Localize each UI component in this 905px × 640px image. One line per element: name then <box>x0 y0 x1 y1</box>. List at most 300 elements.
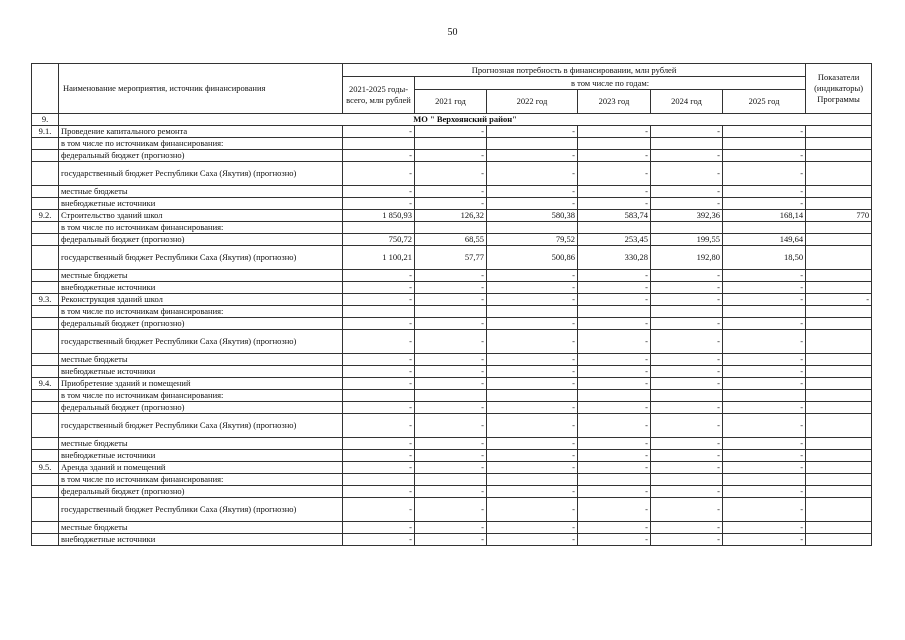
indicator-cell <box>806 438 872 450</box>
header-year: 2024 год <box>651 90 723 114</box>
header-year: 2025 год <box>723 90 806 114</box>
value-cell: - <box>415 522 487 534</box>
value-cell <box>415 474 487 486</box>
header-num <box>32 64 59 114</box>
row-label: Реконструкция зданий школ <box>59 294 343 306</box>
value-cell: - <box>651 486 723 498</box>
value-cell: - <box>651 150 723 162</box>
value-cell: 580,38 <box>487 210 578 222</box>
value-cell: - <box>487 414 578 438</box>
value-cell: 199,55 <box>651 234 723 246</box>
value-cell: - <box>343 198 415 210</box>
value-cell: - <box>723 522 806 534</box>
value-cell: - <box>723 534 806 546</box>
table-row <box>32 414 872 438</box>
value-cell: - <box>651 438 723 450</box>
row-number <box>32 222 59 234</box>
value-cell: 192,80 <box>651 246 723 270</box>
table-row <box>32 186 872 198</box>
row-number <box>32 330 59 354</box>
table-row <box>32 318 872 330</box>
value-cell: - <box>343 486 415 498</box>
value-cell: - <box>651 354 723 366</box>
value-cell <box>343 306 415 318</box>
value-cell: - <box>651 498 723 522</box>
table-row <box>32 294 872 306</box>
header-forecast: Прогнозная потребность в финансировании, млн рублей <box>343 64 806 77</box>
value-cell: - <box>723 450 806 462</box>
value-cell: 57,77 <box>415 246 487 270</box>
value-cell <box>723 138 806 150</box>
value-cell: - <box>723 354 806 366</box>
value-cell: - <box>723 126 806 138</box>
table-row <box>32 282 872 294</box>
row-number <box>32 150 59 162</box>
value-cell: - <box>343 366 415 378</box>
row-label: местные бюджеты <box>59 270 343 282</box>
header-by-years: в том числе по годам: <box>415 77 806 90</box>
row-number: 9.5. <box>32 462 59 474</box>
table-row <box>32 462 872 474</box>
value-cell: - <box>415 162 487 186</box>
value-cell: - <box>343 450 415 462</box>
value-cell: - <box>487 270 578 282</box>
row-label: Строительство зданий школ <box>59 210 343 222</box>
value-cell <box>723 222 806 234</box>
value-cell <box>487 390 578 402</box>
value-cell: - <box>723 486 806 498</box>
header-total: 2021-2025 годы- всего, млн рублей <box>343 77 415 114</box>
value-cell: - <box>723 162 806 186</box>
row-label: Аренда зданий и помещений <box>59 462 343 474</box>
value-cell <box>578 390 651 402</box>
value-cell: - <box>578 450 651 462</box>
value-cell: - <box>578 438 651 450</box>
row-number <box>32 366 59 378</box>
value-cell <box>343 474 415 486</box>
row-number <box>32 522 59 534</box>
row-label: местные бюджеты <box>59 186 343 198</box>
value-cell: - <box>578 198 651 210</box>
value-cell: - <box>487 150 578 162</box>
value-cell: - <box>578 522 651 534</box>
value-cell: - <box>578 498 651 522</box>
value-cell: - <box>723 282 806 294</box>
value-cell: 253,45 <box>578 234 651 246</box>
row-number <box>32 486 59 498</box>
indicator-cell <box>806 402 872 414</box>
indicator-cell <box>806 306 872 318</box>
value-cell: - <box>723 366 806 378</box>
row-label: в том числе по источникам финансирования: <box>59 222 343 234</box>
value-cell <box>651 474 723 486</box>
row-label: внебюджетные источники <box>59 450 343 462</box>
value-cell: - <box>651 378 723 390</box>
header-row-1 <box>32 64 872 77</box>
value-cell: - <box>487 438 578 450</box>
row-label: в том числе по источникам финансирования: <box>59 474 343 486</box>
table-row <box>32 162 872 186</box>
value-cell: - <box>578 186 651 198</box>
value-cell: - <box>343 126 415 138</box>
value-cell <box>415 390 487 402</box>
value-cell <box>651 390 723 402</box>
row-number <box>32 534 59 546</box>
row-label: государственный бюджет Республики Саха (Якутия) (прогнозно) <box>59 330 343 354</box>
table-row <box>32 378 872 390</box>
value-cell: 750,72 <box>343 234 415 246</box>
row-label: федеральный бюджет (прогнозно) <box>59 402 343 414</box>
value-cell: - <box>343 378 415 390</box>
indicator-cell <box>806 474 872 486</box>
row-number <box>32 246 59 270</box>
value-cell: - <box>487 378 578 390</box>
table-row <box>32 234 872 246</box>
value-cell: - <box>651 318 723 330</box>
value-cell: - <box>487 402 578 414</box>
indicator-cell <box>806 246 872 270</box>
indicator-cell <box>806 450 872 462</box>
row-number <box>32 186 59 198</box>
value-cell: 392,36 <box>651 210 723 222</box>
table-row <box>32 390 872 402</box>
value-cell: - <box>487 450 578 462</box>
indicator-cell <box>806 150 872 162</box>
value-cell: - <box>343 150 415 162</box>
indicator-cell <box>806 162 872 186</box>
value-cell: 79,52 <box>487 234 578 246</box>
value-cell: - <box>487 294 578 306</box>
row-label: в том числе по источникам финансирования: <box>59 138 343 150</box>
value-cell: - <box>578 294 651 306</box>
table-row <box>32 534 872 546</box>
value-cell <box>415 306 487 318</box>
indicator-cell <box>806 270 872 282</box>
value-cell: - <box>487 198 578 210</box>
value-cell: - <box>415 198 487 210</box>
value-cell: - <box>651 366 723 378</box>
value-cell: - <box>487 282 578 294</box>
value-cell <box>723 306 806 318</box>
page-number: 50 <box>447 27 458 38</box>
value-cell <box>487 138 578 150</box>
table-row <box>32 498 872 522</box>
value-cell: - <box>415 402 487 414</box>
table-row <box>32 330 872 354</box>
value-cell: - <box>343 186 415 198</box>
value-cell: - <box>651 162 723 186</box>
row-number <box>32 306 59 318</box>
value-cell: - <box>651 198 723 210</box>
value-cell: - <box>651 414 723 438</box>
row-number <box>32 282 59 294</box>
value-cell: - <box>723 198 806 210</box>
value-cell: - <box>651 450 723 462</box>
table-row <box>32 450 872 462</box>
value-cell: - <box>487 126 578 138</box>
value-cell: - <box>487 354 578 366</box>
value-cell <box>415 222 487 234</box>
indicator-cell <box>806 414 872 438</box>
value-cell: - <box>578 354 651 366</box>
value-cell: - <box>578 462 651 474</box>
row-label: местные бюджеты <box>59 522 343 534</box>
section-title: МО " Верхоянский район" <box>59 114 872 126</box>
row-number <box>32 402 59 414</box>
table-row <box>32 198 872 210</box>
value-cell <box>343 390 415 402</box>
value-cell: - <box>723 330 806 354</box>
row-label: местные бюджеты <box>59 354 343 366</box>
indicator-cell <box>806 282 872 294</box>
section-num: 9. <box>32 114 59 126</box>
value-cell: - <box>651 462 723 474</box>
indicator-cell <box>806 390 872 402</box>
value-cell <box>578 306 651 318</box>
value-cell: - <box>415 450 487 462</box>
row-label: внебюджетные источники <box>59 198 343 210</box>
value-cell <box>487 222 578 234</box>
value-cell <box>343 222 415 234</box>
indicator-cell <box>806 522 872 534</box>
value-cell: - <box>723 150 806 162</box>
indicator-cell <box>806 366 872 378</box>
indicator-cell: - <box>806 294 872 306</box>
value-cell: - <box>651 294 723 306</box>
value-cell: - <box>487 534 578 546</box>
value-cell: - <box>343 414 415 438</box>
value-cell: - <box>487 522 578 534</box>
table-row <box>32 306 872 318</box>
value-cell: - <box>343 162 415 186</box>
row-label: внебюджетные источники <box>59 366 343 378</box>
value-cell: - <box>415 498 487 522</box>
row-number <box>32 414 59 438</box>
value-cell: - <box>723 402 806 414</box>
value-cell: - <box>651 330 723 354</box>
table-row <box>32 150 872 162</box>
value-cell: - <box>487 186 578 198</box>
value-cell: - <box>723 414 806 438</box>
value-cell: - <box>487 462 578 474</box>
budget-table <box>31 63 872 546</box>
value-cell: 18,50 <box>723 246 806 270</box>
row-label: внебюджетные источники <box>59 534 343 546</box>
value-cell: - <box>415 126 487 138</box>
header-indicators: Показатели (индикаторы) Программы <box>806 64 872 114</box>
indicator-cell <box>806 222 872 234</box>
value-cell: - <box>578 330 651 354</box>
value-cell: - <box>343 282 415 294</box>
value-cell: 330,28 <box>578 246 651 270</box>
value-cell: 149,64 <box>723 234 806 246</box>
value-cell: - <box>723 318 806 330</box>
row-label: федеральный бюджет (прогнозно) <box>59 150 343 162</box>
row-number <box>32 390 59 402</box>
table-row <box>32 438 872 450</box>
value-cell <box>723 474 806 486</box>
value-cell <box>343 138 415 150</box>
value-cell: - <box>343 270 415 282</box>
value-cell: - <box>578 318 651 330</box>
table-row <box>32 126 872 138</box>
value-cell: - <box>415 150 487 162</box>
value-cell <box>651 138 723 150</box>
value-cell: - <box>343 522 415 534</box>
indicator-cell <box>806 498 872 522</box>
value-cell: - <box>723 186 806 198</box>
value-cell: - <box>578 366 651 378</box>
row-number: 9.3. <box>32 294 59 306</box>
table-row <box>32 270 872 282</box>
value-cell: 1 850,93 <box>343 210 415 222</box>
value-cell <box>578 222 651 234</box>
value-cell: - <box>487 486 578 498</box>
value-cell: - <box>343 438 415 450</box>
indicator-cell <box>806 534 872 546</box>
value-cell: - <box>651 186 723 198</box>
row-label: государственный бюджет Республики Саха (Якутия) (прогнозно) <box>59 162 343 186</box>
table-row <box>32 354 872 366</box>
value-cell: - <box>343 354 415 366</box>
table-row <box>32 402 872 414</box>
value-cell: - <box>415 378 487 390</box>
value-cell: - <box>578 402 651 414</box>
value-cell: - <box>415 186 487 198</box>
table-row <box>32 210 872 222</box>
value-cell: - <box>723 462 806 474</box>
value-cell: - <box>415 354 487 366</box>
indicator-cell: 770 <box>806 210 872 222</box>
row-number <box>32 138 59 150</box>
value-cell <box>723 390 806 402</box>
value-cell: - <box>723 294 806 306</box>
value-cell <box>487 474 578 486</box>
value-cell: - <box>578 486 651 498</box>
value-cell: 168,14 <box>723 210 806 222</box>
value-cell: - <box>578 414 651 438</box>
row-label: федеральный бюджет (прогнозно) <box>59 234 343 246</box>
value-cell: - <box>651 522 723 534</box>
row-number: 9.1. <box>32 126 59 138</box>
indicator-cell <box>806 126 872 138</box>
row-label: внебюджетные источники <box>59 282 343 294</box>
value-cell: - <box>343 294 415 306</box>
header-year: 2022 год <box>487 90 578 114</box>
value-cell: - <box>578 150 651 162</box>
value-cell: - <box>343 402 415 414</box>
table-row <box>32 222 872 234</box>
indicator-cell <box>806 198 872 210</box>
table-row <box>32 474 872 486</box>
value-cell: - <box>415 462 487 474</box>
row-label: федеральный бюджет (прогнозно) <box>59 486 343 498</box>
indicator-cell <box>806 138 872 150</box>
row-number: 9.2. <box>32 210 59 222</box>
row-number <box>32 234 59 246</box>
row-label: государственный бюджет Республики Саха (Якутия) (прогнозно) <box>59 246 343 270</box>
value-cell <box>487 306 578 318</box>
value-cell <box>651 222 723 234</box>
row-number <box>32 474 59 486</box>
value-cell: - <box>487 330 578 354</box>
row-label: государственный бюджет Республики Саха (Якутия) (прогнозно) <box>59 414 343 438</box>
value-cell: - <box>651 282 723 294</box>
indicator-cell <box>806 486 872 498</box>
value-cell: - <box>723 378 806 390</box>
value-cell: - <box>578 270 651 282</box>
indicator-cell <box>806 186 872 198</box>
row-label: Приобретение зданий и помещений <box>59 378 343 390</box>
value-cell: - <box>578 534 651 546</box>
value-cell: - <box>651 270 723 282</box>
value-cell: - <box>723 438 806 450</box>
row-number <box>32 354 59 366</box>
row-label: Проведение капитального ремонта <box>59 126 343 138</box>
table-row <box>32 486 872 498</box>
value-cell: - <box>487 162 578 186</box>
indicator-cell <box>806 378 872 390</box>
value-cell: - <box>415 330 487 354</box>
table-body <box>32 64 872 546</box>
header-year: 2021 год <box>415 90 487 114</box>
value-cell: - <box>415 414 487 438</box>
row-label: в том числе по источникам финансирования: <box>59 390 343 402</box>
row-number <box>32 450 59 462</box>
header-year: 2023 год <box>578 90 651 114</box>
value-cell: - <box>578 126 651 138</box>
row-number <box>32 270 59 282</box>
value-cell: - <box>487 366 578 378</box>
value-cell: - <box>578 282 651 294</box>
value-cell: 1 100,21 <box>343 246 415 270</box>
value-cell: - <box>415 366 487 378</box>
value-cell <box>578 474 651 486</box>
indicator-cell <box>806 462 872 474</box>
header-name: Наименование мероприятия, источник финансирования <box>59 64 343 114</box>
value-cell: - <box>578 162 651 186</box>
value-cell <box>415 138 487 150</box>
row-number <box>32 198 59 210</box>
value-cell: - <box>487 498 578 522</box>
value-cell: - <box>651 126 723 138</box>
row-label: местные бюджеты <box>59 438 343 450</box>
value-cell: 126,32 <box>415 210 487 222</box>
value-cell: 500,86 <box>487 246 578 270</box>
value-cell: - <box>651 402 723 414</box>
value-cell: 583,74 <box>578 210 651 222</box>
value-cell: - <box>723 270 806 282</box>
table-row <box>32 138 872 150</box>
value-cell: 68,55 <box>415 234 487 246</box>
value-cell: - <box>415 486 487 498</box>
value-cell: - <box>723 498 806 522</box>
row-number <box>32 438 59 450</box>
row-label: государственный бюджет Республики Саха (Якутия) (прогнозно) <box>59 498 343 522</box>
row-number <box>32 162 59 186</box>
value-cell: - <box>651 534 723 546</box>
value-cell: - <box>343 498 415 522</box>
row-label: в том числе по источникам финансирования: <box>59 306 343 318</box>
value-cell: - <box>415 534 487 546</box>
table-row <box>32 246 872 270</box>
value-cell: - <box>343 462 415 474</box>
value-cell: - <box>415 438 487 450</box>
value-cell: - <box>343 318 415 330</box>
table-row <box>32 522 872 534</box>
indicator-cell <box>806 318 872 330</box>
row-label: федеральный бюджет (прогнозно) <box>59 318 343 330</box>
